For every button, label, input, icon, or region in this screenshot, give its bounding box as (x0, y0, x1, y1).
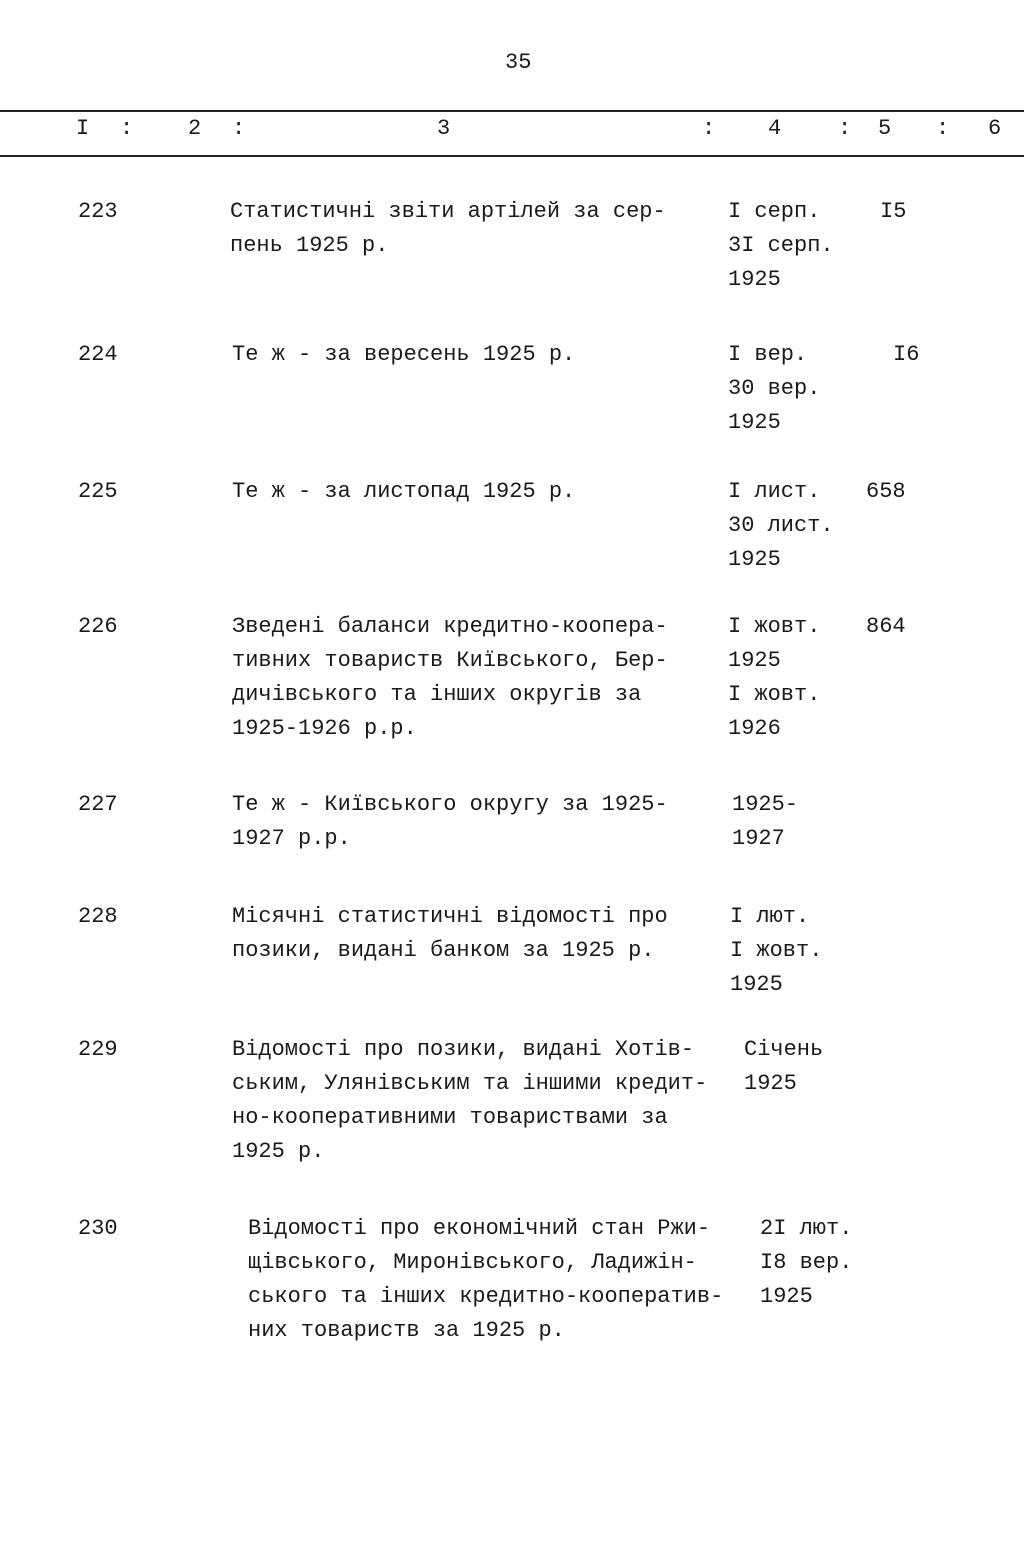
date-line: 1925 (744, 1071, 797, 1096)
title-line: тивних товариств Київського, Бер- (232, 648, 668, 673)
page-number: 35 (505, 50, 532, 75)
row-dates (730, 900, 822, 1002)
row-dates (760, 1212, 852, 1314)
table-header-rule (0, 155, 1024, 157)
title-line: дичівського та інших округів за (232, 682, 642, 707)
date-line: 1925- (732, 792, 799, 817)
date-line: I жовт. (728, 614, 821, 639)
row-number: 228 (78, 904, 118, 929)
title-line: ським, Улянівським та іншими кредит- (232, 1071, 708, 1096)
date-line: I серп. (728, 199, 821, 224)
row-title (232, 338, 575, 372)
row-sheets: I5 (880, 199, 907, 224)
row-dates (728, 610, 820, 746)
date-line: I8 вер. (760, 1250, 853, 1275)
header-col-3: 3 (437, 116, 451, 141)
row-number: 226 (78, 614, 118, 639)
title-line: Відомості про позики, видані Хотів- (232, 1037, 695, 1062)
row-sheets: 658 (866, 479, 906, 504)
row-dates (728, 338, 820, 440)
title-line: пень 1925 р. (230, 233, 389, 258)
row-dates (744, 1033, 823, 1101)
date-line: 1925 (728, 410, 781, 435)
date-line: I жовт. (728, 682, 821, 707)
title-line: 1925 р. (232, 1139, 325, 1164)
row-sheets: 864 (866, 614, 906, 639)
date-line: 2I лют. (760, 1216, 853, 1241)
header-sep: : (232, 116, 246, 141)
title-line: 1927 р.р. (232, 826, 351, 851)
date-line: I вер. (728, 342, 808, 367)
row-title (232, 1033, 707, 1169)
header-sep: : (936, 116, 950, 141)
row-title (232, 788, 668, 856)
row-number: 225 (78, 479, 118, 504)
date-line: I жовт. (730, 938, 823, 963)
row-title (232, 475, 575, 509)
row-title (232, 900, 668, 968)
title-line: ського та інших кредитно-кооператив- (248, 1284, 724, 1309)
date-line: 1925 (728, 648, 781, 673)
row-number: 227 (78, 792, 118, 817)
date-line: 30 лист. (728, 513, 834, 538)
date-line: 1927 (732, 826, 785, 851)
row-dates (728, 195, 834, 297)
date-line: I лют. (730, 904, 810, 929)
table-top-rule (0, 110, 1024, 112)
title-line: Те ж - за листопад 1925 р. (232, 479, 576, 504)
header-sep: : (120, 116, 134, 141)
date-line: 1925 (730, 972, 783, 997)
title-line: них товариств за 1925 р. (248, 1318, 565, 1343)
header-sep: : (702, 116, 716, 141)
header-col-5: 5 (878, 116, 892, 141)
row-title (230, 195, 666, 263)
title-line: Те ж - Київського округу за 1925- (232, 792, 668, 817)
row-dates (728, 475, 834, 577)
title-line: щівського, Миронівського, Ладижін- (248, 1250, 697, 1275)
date-line: 1925 (728, 267, 781, 292)
row-number: 224 (78, 342, 118, 367)
row-number: 223 (78, 199, 118, 224)
date-line: 1925 (760, 1284, 813, 1309)
header-col-6: 6 (988, 116, 1002, 141)
header-col-2: 2 (188, 116, 202, 141)
date-line: I лист. (728, 479, 821, 504)
title-line: но-кооперативними товариствами за (232, 1105, 668, 1130)
title-line: Зведені баланси кредитно-коопера- (232, 614, 668, 639)
row-number: 230 (78, 1216, 118, 1241)
title-line: Статистичні звіти артілей за сер- (230, 199, 666, 224)
title-line: 1925-1926 р.р. (232, 716, 417, 741)
date-line: 3I серп. (728, 233, 834, 258)
row-title (248, 1212, 723, 1348)
row-number: 229 (78, 1037, 118, 1062)
title-line: Місячні статистичні відомості про (232, 904, 668, 929)
title-line: Відомості про економічний стан Ржи- (248, 1216, 711, 1241)
date-line: 30 вер. (728, 376, 821, 401)
date-line: Січень (744, 1037, 824, 1062)
header-col-1: I (76, 116, 90, 141)
header-sep: : (838, 116, 852, 141)
date-line: 1926 (728, 716, 781, 741)
header-col-4: 4 (768, 116, 782, 141)
row-sheets: I6 (893, 342, 920, 367)
title-line: позики, видані банком за 1925 р. (232, 938, 655, 963)
title-line: Те ж - за вересень 1925 р. (232, 342, 576, 367)
row-title (232, 610, 668, 746)
date-line: 1925 (728, 547, 781, 572)
row-dates (732, 788, 798, 856)
